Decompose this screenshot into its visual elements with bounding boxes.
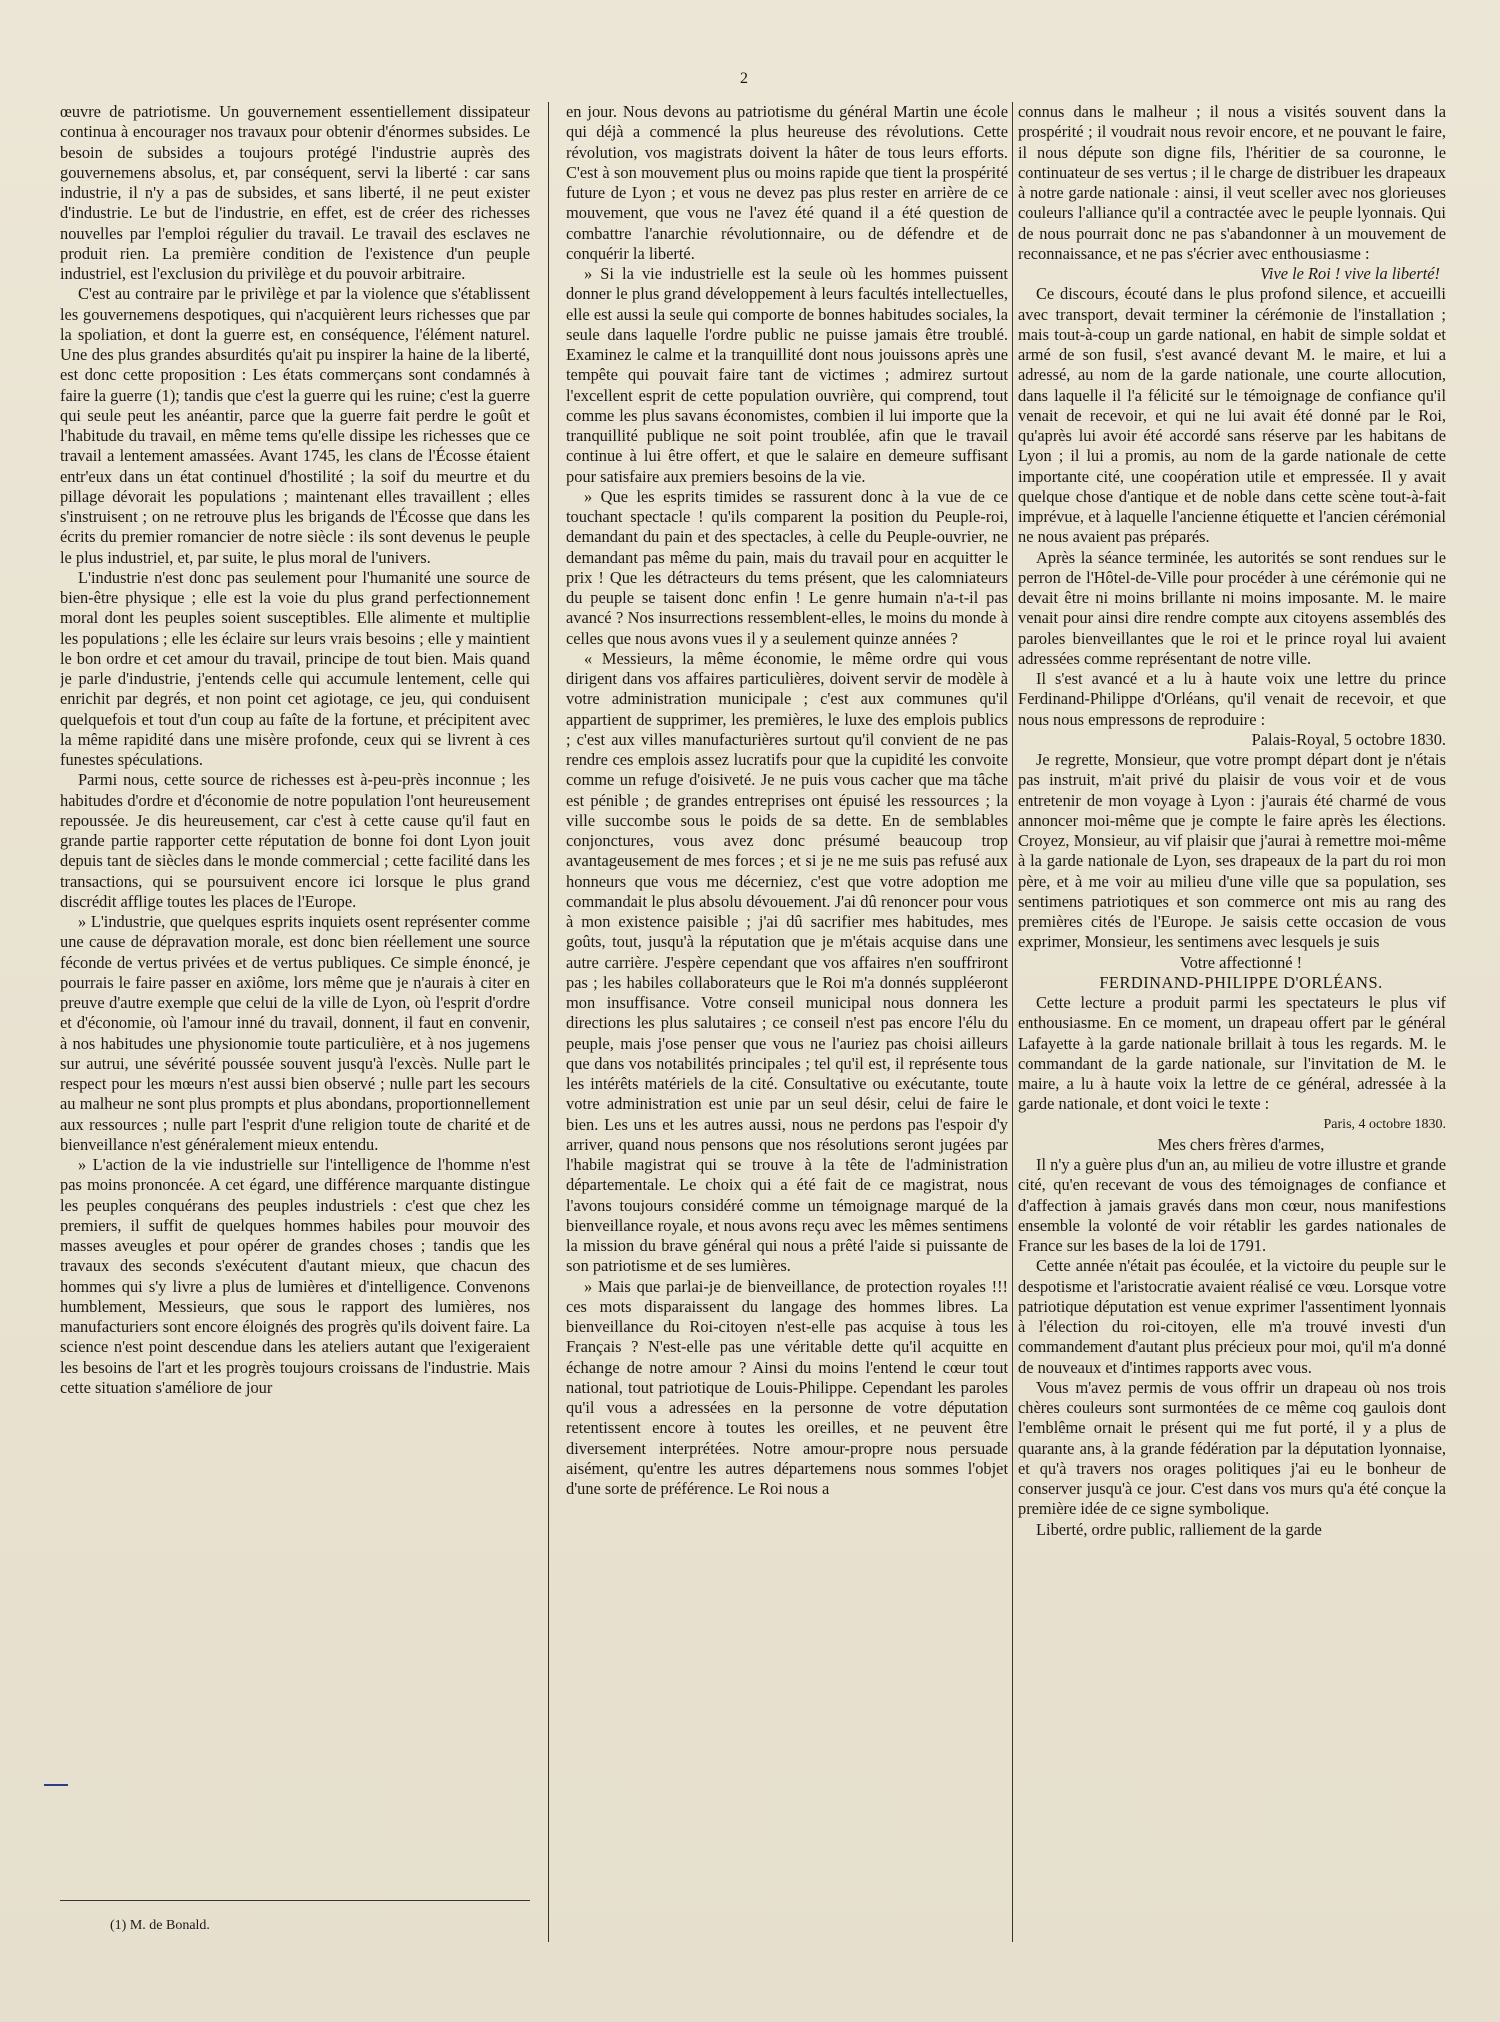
letter-2-salutation: Mes chers frères d'armes, bbox=[1157, 1134, 1325, 1154]
paragraph: » Mais que parlai-je de bienveillance, de protection royales !!! ces mots disparaissent du langage des hommes libres. La bienveillance du Roi-citoyen n'est-elle pas acquise à tous les Français ? N'est-elle pas une véritable dette qu'il acquitte en échange de notre amour ? Ainsi du moins l'entend le cœur tout national, tout patriotique de Louis-Philippe. Cependant les paroles qu'il vous a adressées en la personne de votre députation retentissent encore à toutes les oreilles, et ne peuvent être diversement interprétées. Notre amour-propre nous persuade aisément, qu'entre les autres départemens nous sommes l'objet d'une sorte de préférence. Le Roi nous a bbox=[566, 1276, 1008, 1498]
paragraph: » Si la vie industrielle est la seule où les hommes puissent donner le plus grand développement à leurs facultés intellectuelles, elle est aussi la seule qui comporte de bonnes habitudes sociales, la seule dans laquelle l'ordre public ne puisse jamais être troublé. Examinez le calme et la tranquillité dont nous jouissons après une tempête qui pouvait faire tant de victimes ; admirez surtout l'excellent esprit de cette population ouvrière, qui comprend, tout comme les plus savans économistes, combien il lui importe que la tranquillité publique ne soit point troublée, afin que le travail continue à lui être offert, et que le salaire en demeure suffisant pour satisfaire aux premiers besoins de la vie. bbox=[566, 264, 1008, 486]
letter-1-closing: Votre affectionné ! bbox=[1179, 952, 1303, 972]
page-number: 2 bbox=[740, 70, 748, 87]
paragraph: Après la séance terminée, les autorités se sont rendues sur le perron de l'Hôtel-de-Ville pour procéder à une cérémonie qui ne devait être ni moins brillante ni moins imposante. M. le maire venait pour ainsi dire rendre compte aux citoyens assemblés des paroles bienveillantes que le roi et le prince royal lui avaient adressées comme représentant de notre ville. bbox=[1018, 547, 1446, 668]
paragraph: L'industrie n'est donc pas seulement pour l'humanité une source de bien-être physique ; elle est la voie du plus grand perfectionnement moral dont les peuples soient susceptibles. Elle alimente et multiplie les populations ; elle les éclaire sur leurs vrais besoins ; elle y maintient le bon ordre et cet amour du travail, principe de tout bien. Mais quand je parle d'industrie, j'entends celle qui accumule lentement, celle qui enrichit par degrés, et non point cet agiotage, ce jeu, qui conduisent quelquefois et tout d'un coup au faîte de la fortune, et précipitent avec la même rapidité dans une misère profonde, ceux qui se livrent à ces funestes spéculations. bbox=[60, 567, 530, 769]
margin-ink-mark bbox=[44, 1784, 68, 1786]
paragraph: Cette lecture a produit parmi les spectateurs le plus vif enthousiasme. En ce moment, un drapeau offert par le général Lafayette à la garde nationale brillait à tous les regards. M. le commandant de la garde nationale, sur l'invitation de M. le maire, a lu à haute voix la lettre de ce général, adressée à la garde nationale, et dont voici le texte : bbox=[1018, 993, 1446, 1114]
paragraph: connus dans le malheur ; il nous a visités souvent dans la prospérité ; il voudrait nous revoir encore, et ne pouvant le faire, il nous députe son digne fils, l'héritier de sa couronne, le continuateur de ses vertus ; il le charge de distribuer les drapeaux à notre garde nationale : ainsi, il veut sceller avec nos glorieuses couleurs l'alliance qu'il a contractée avec le peuple lyonnais. Qui de nous pourrait donc ne pas s'abandonner à un mouvement de reconnaissance, et ne pas s'écrier avec enthousiasme : bbox=[1018, 102, 1446, 263]
exclamation-line: Vive le Roi ! vive la liberté! bbox=[1260, 264, 1440, 283]
paragraph: » L'industrie, que quelques esprits inquiets osent représenter comme une cause de dépravation morale, est donc bien réellement une source féconde de vertus privées et de vertus publiques. Ce simple énoncé, je pourrais le faire passer en axiôme, lors même que je n'aurais à citer en preuve d'autre exemple que celui de la ville de Lyon, où l'esprit d'ordre et d'économie, où l'amour inné du travail, donnent, il faut en convenir, à nos habitudes une physionomie toute particulière, et à nos jugemens sur autrui, une sévérité poussée souvent jusqu'à l'excès. Nulle part le respect pour les mœurs n'est aussi bien observé ; nulle part les secours au malheur ne sont plus prompts et plus abondans, proportionnellement aux ressources ; nulle part l'esprit d'une religion toute de charité et de bienveillance n'est généralement mieux entendu. bbox=[60, 912, 530, 1154]
footnote-rule bbox=[60, 1900, 530, 1901]
column-3 bbox=[1018, 102, 1446, 1942]
paragraph: » L'action de la vie industrielle sur l'intelligence de l'homme n'est pas moins prononcée. A cet égard, une différence marquante distingue les peuples conquérans des peuples industriels : c'est que chez les premiers, il suffit de quelques hommes habiles pour mouvoir des masses aveugles et pour opérer de grandes choses ; tandis que les travaux des seconds s'exécutent d'autant mieux, que chacun des hommes qui s'y livre a plus de lumières et d'intelligence. Convenons humblement, Messieurs, que sous le rapport des lumières, nos manufacturiers sont encore éloignés des progrès qu'ils doivent faire. La science n'est point descendue dans les ateliers autant que l'exigeraient les besoins de l'art et les progrès toujours croissans de l'industrie. Mais cette situation s'améliore de jour bbox=[60, 1155, 530, 1397]
column-rule-1 bbox=[548, 102, 549, 1942]
letter-2-paragraph: Il n'y a guère plus d'un an, au milieu de votre illustre et grande cité, qu'en recevant de vous des témoignages de confiance et d'affection à jamais gravés dans mon cœur, nous manifestions ensemble la volonté de voir rétablir les gardes nationales de France sur les bases de la loi de 1791. bbox=[1018, 1155, 1446, 1255]
paragraph: œuvre de patriotisme. Un gouvernement essentiellement dissipateur continua à encourager nos travaux pour obtenir d'énormes subsides. Le besoin de subsides a toujours protégé l'industrie auprès des gouvernemens absolus, et, par conséquent, servi la liberté : car sans industrie, il n'y a pas de subsides, et sans liberté, il ne peut exister d'industrie. Le but de l'industrie, en effet, est de créer des richesses nouvelles par l'emploi régulier du travail. Le travail des esclaves ne produit rien. La première condition de l'existence d'un peuple industriel, est l'exclusion du privilège et du pouvoir arbitraire. bbox=[60, 102, 530, 283]
letter-2-paragraph: Liberté, ordre public, ralliement de la garde bbox=[1036, 1519, 1322, 1539]
column-2 bbox=[566, 102, 1008, 1942]
letter-2-paragraph: Vous m'avez permis de vous offrir un drapeau où nos trois chères couleurs sont surmontées de ce même coq gaulois dont l'emblême ornait le présent qui me fut porté, il y a plus de quarante ans, à la grande fédération par la députation lyonnaise, et qu'à travers nos orages politiques j'ai eu le bonheur de conserver jusqu'à ce jour. C'est dans vos murs qu'a été conçue la première idée de ce signe symbolique. bbox=[1018, 1377, 1446, 1519]
paragraph: » Que les esprits timides se rassurent donc à la vue de ce touchant spectacle ! qu'ils comparent la position du Peuple-roi, demandant du pain et des spectacles, à celle du Peuple-ouvrier, ne demandant pas même du pain, mais du travail pour en acquitter le prix ! Que les détracteurs du tems présent, que les calomniateurs du peuple se taisent donc enfin ! Le genre humain n'a-t-il pas avancé ? Nos insurrections ressemblent-elles, le moins du monde à celles que nous avons vues il y a seulement quinze années ? bbox=[566, 486, 1008, 648]
footnote: (1) M. de Bonald. bbox=[110, 1918, 210, 1933]
letter-1-body: Je regrette, Monsieur, que votre prompt départ dont je n'étais pas instruit, m'ait privé du plaisir de vous voir et de vous entretenir de mon voyage à Lyon : j'aurais été charmé de vous annoncer moi-même que je compte le faire après les élections. Croyez, Monsieur, au vif plaisir que j'aurai à remettre moi-même à la garde nationale de Lyon, ses drapeaux de la part du roi mon père, et à me voir au milieu d'une ville que sa population, ses sentimens patriotiques et son commerce ont mis au rang des premières cités de l'Europe. Je saisis cette occasion de vous exprimer, Monsieur, les sentimens avec lesquels je suis bbox=[1018, 750, 1446, 952]
paragraph: Il s'est avancé et a lu à haute voix une lettre du prince Ferdinand-Philippe d'Orléans, qu'il venait de recevoir, et que nous nous empressons de reproduire : bbox=[1018, 669, 1446, 729]
letter-1-signature: FERDINAND-PHILIPPE D'ORLÉANS. bbox=[1099, 972, 1383, 992]
letter-1-date: Palais-Royal, 5 octobre 1830. bbox=[1251, 729, 1446, 749]
column-1 bbox=[60, 102, 530, 1882]
column-rule-2 bbox=[1012, 102, 1013, 1942]
paragraph: C'est au contraire par le privilège et par la violence que s'établissent les gouvernemens despotiques, qui n'acquièrent leurs richesses que par la spoliation, et dont la guerre est, en conséquence, l'élément naturel. Une des plus grandes absurdités qu'ait pu inspirer la haine de la liberté, est donc cette proposition : Les états commerçans sont condamnés à faire la guerre (1); tandis que c'est la guerre qui les ruine; c'est la guerre qui seule peut les anéantir, parce que la guerre fait perdre le goût et l'habitude du travail, en même tems qu'elle dissipe les richesses que ce travail a lentement amassées. Avant 1745, les clans de l'Écosse étaient entr'eux dans un état continuel d'hostilité ; la soif du meurtre et du pillage dévorait les populations ; maintenant elles travaillent ; elles s'instruisent ; on ne retrouve plus les brigands de l'Écosse que dans les écrits du premier romancier de notre siècle : ils sont devenus le peuple le plus industriel, et, par suite, le plus moral de l'univers. bbox=[60, 284, 530, 567]
letter-2-paragraph: Cette année n'était pas écoulée, et la victoire du peuple sur le despotisme et l'aristocratie avaient réalisé ce vœu. Lorsque votre patriotique députation est venue exprimer l'assentiment lyonnais à l'élection du roi-citoyen, elle m'a trouvé investi d'un commandement d'autant plus précieux pour moi, qu'il m'a donné de nouveaux et d'intimes rapports avec vous. bbox=[1018, 1256, 1446, 1377]
paragraph: en jour. Nous devons au patriotisme du général Martin une école qui déjà a commencé la plus heureuse des révolutions. Cette révolution, vos magistrats doivent la hâter de tous leurs efforts. C'est à son mouvement plus ou moins rapide que tient la prospérité future de Lyon ; et vous ne devez pas plus rester en arrière de ce mouvement, que vous ne l'avez été quand il a été question de combattre l'anarchie révolutionnaire, ou de défendre et de conquérir la liberté. bbox=[566, 102, 1008, 263]
letter-2-date: Paris, 4 octobre 1830. bbox=[1323, 1116, 1446, 1132]
paragraph: Ce discours, écouté dans le plus profond silence, et accueilli avec transport, devait terminer la cérémonie de l'installation ; mais tout-à-coup un garde national, en habit de simple soldat et armé de son fusil, s'est avancé devant M. le maire, et lui a adressé, au nom de la garde nationale, une courte allocution, dans laquelle il l'a félicité sur le témoignage de confiance qu'il venait de recevoir, et qui ne lui avait été donné par le Roi, qu'après lui avoir été accordé sans réserve par les habitans de Lyon ; il lui a promis, au nom de la garde nationale de cette importante cité, une coopération utile et empressée. Il y avait quelque chose d'antique et de noble dans cette scène tout-à-fait imprévue, et à laquelle l'ancienne étiquette et l'ancien cérémonial ne nous avaient pas préparés. bbox=[1018, 284, 1446, 547]
paragraph: Parmi nous, cette source de richesses est à-peu-près inconnue ; les habitudes d'ordre et d'économie de notre population l'ont heureusement repoussée. Je dis heureusement, car c'est à cette cause qu'il faut en grande partie rapporter cette réputation de bonne foi dont Lyon jouit depuis tant de siècles dans le monde commercial ; cette facilité dans les transactions, qui se poursuivent encore ici lorsque le plus grand discrédit afflige toutes les places de l'Europe. bbox=[60, 770, 530, 911]
paragraph: « Messieurs, la même économie, le même ordre qui vous dirigent dans vos affaires particulières, doivent servir de modèle à votre administration municipale ; c'est aux communes qu'il appartient de supprimer, les premières, le luxe des emplois publics ; c'est aux villes manufacturières surtout qu'il convient de ne pas rendre ces emplois assez lucratifs pour que la cupidité les convoite comme un refuge d'oisiveté. Je ne puis vous cacher que ma tâche est pénible ; de grandes entreprises ont épuisé les ressources ; la ville succombe sous le poids de sa dette. En de semblables conjonctures, vous avez donc présumé beaucoup trop avantageusement de mes forces ; et si je ne me suis pas refusé aux honneurs que vous me décerniez, c'est que votre adoption me commandait le plus absolu dévouement. J'ai dû renoncer pour vous à mon existence paisible ; j'ai dû sacrifier mes habitudes, mes goûts, tout, jusqu'à la réputation que je m'étais acquise dans une autre carrière. J'espère cependant que vos affaires n'en souffriront pas ; les habiles collaborateurs que le Roi m'a donnés suppléeront mon insuffisance. Votre conseil municipal nous donnera les directions les plus salutaires ; ce conseil n'est pas encore l'élu du peuple, mais j'ose penser que vous ne l'auriez pas choisi ailleurs que dans vos notabilités principales ; tel qu'il est, il représente tous les intérêts matériels de la cité. Consultative ou exécutante, toute votre administration est unie par un seul désir, celui de faire le bien. Les uns et les autres aussi, nous ne perdons pas l'espoir d'y arriver, quand nous pensons que nos résolutions seront jugées par l'habile magistrat qui se trouve à la tête de l'administration départementale. Le choix qui a été fait de ce magistrat, nous l'avons toujours considéré comme un témoignage marqué de la bienveillance royale, et nous avons reçu avec les mêmes sentimens la mission du brave général qui nous a prêté l'aide si puissante de son patriotisme et de ses lumières. bbox=[566, 648, 1008, 1276]
